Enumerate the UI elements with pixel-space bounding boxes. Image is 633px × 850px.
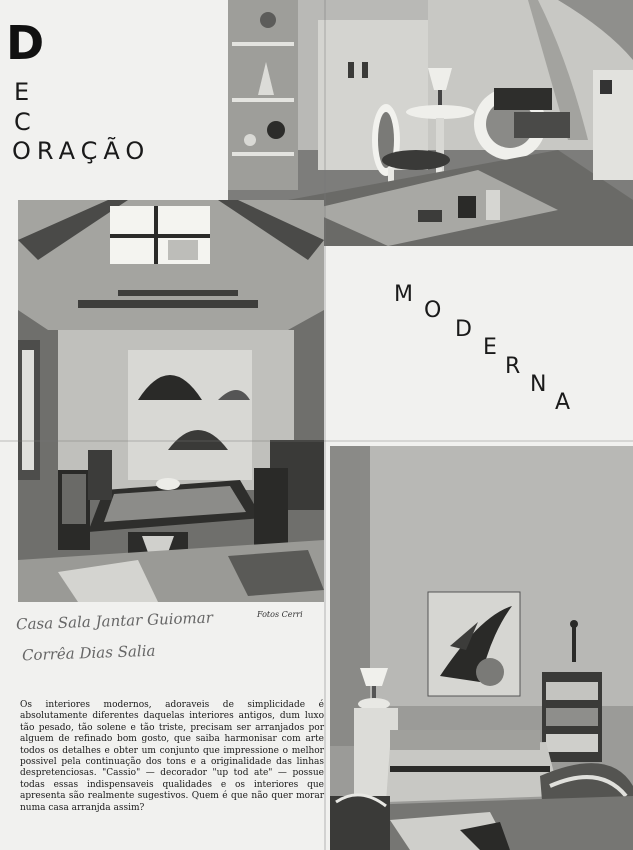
moderna-letter-n: N [530,372,547,397]
photo-living-room [330,446,633,850]
moderna-letter-m: M [394,282,413,307]
photo-credit: Fotos Cerri [257,610,303,619]
moderna-letter-o: O [424,298,442,323]
moderna-letter-e: E [483,335,497,360]
photo-dining-room-image [18,200,324,602]
article-body: Os interiores modernos, adoraveis de simplicidade é absolutamente diferentes daquelas interiores antigos, dum luxo tão pesado, tão solene e tão triste, precisam ser arranjados por alguem de refinado bom gosto, que saiba harmonisar com arte todos os detalhes e obter um conjunto que impressione o melhor possivel pela continuação dos tons e a originalidade das linhas despretenciosas. "Cassio" — decorador "up tod ate" — possue todas essas indispensaveis qualidades e os interiores que apresenta são realmente sugestivos. Quem é que não quer morar numa casa arranjda assim? [20,700,324,813]
handwritten-note-line2: Corrêa Dias Salia [21,641,156,665]
handwritten-note-line1: Casa Sala Jantar Guiomar [15,608,214,634]
paper-fold-vertical [324,0,326,850]
photo-dining-room [18,200,324,602]
title-letter-c: C [14,108,37,136]
photo-living-room-image [330,446,633,850]
paper-fold-horizontal [0,440,633,442]
moderna-letter-r: R [505,354,521,379]
moderna-letter-d: D [455,317,472,342]
title-letter-e: E [14,78,36,106]
title-letter-d: D [6,16,45,70]
moderna-letter-a: A [555,390,571,415]
title-oracao: ORAÇÃO [12,137,151,165]
